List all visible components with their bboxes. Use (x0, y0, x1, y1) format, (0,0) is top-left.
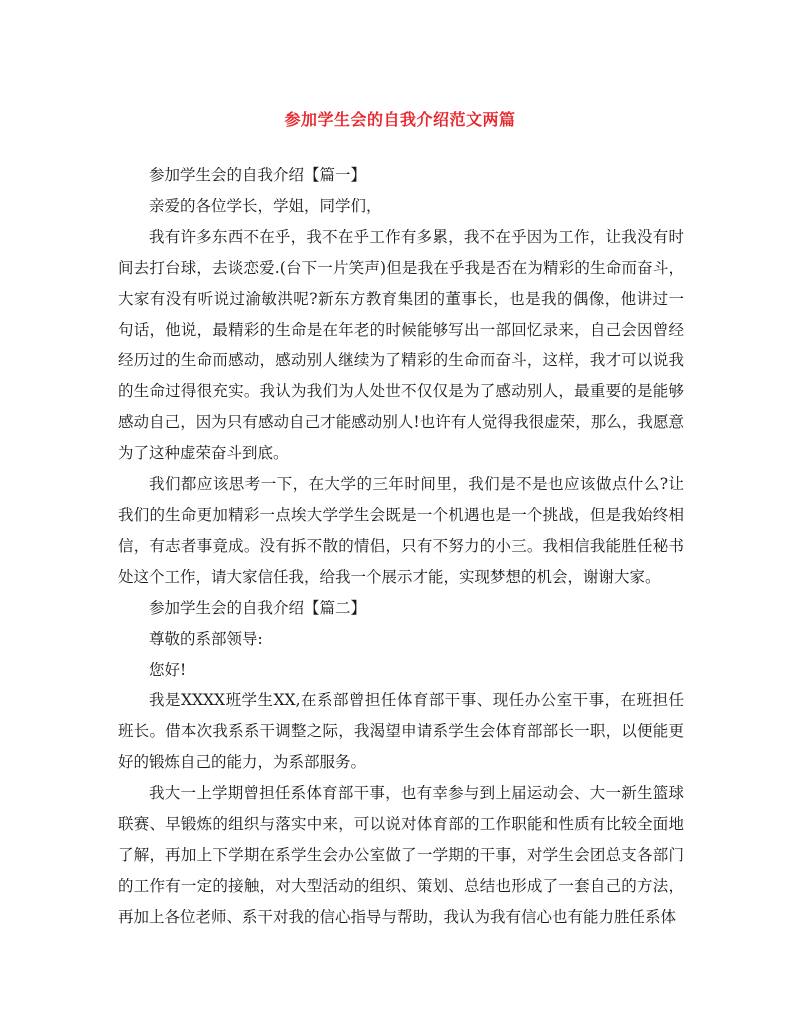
greeting: 您好! (149, 660, 187, 679)
body-paragraph: 我有许多东西不在乎，我不在乎工作有多累，我不在乎因为工作，让我没有时间去打台球，去谈恋爱.(台下一片笑声)但是我在乎我是否在为精彩的生命而奋斗，大家有没有听说过渝敏洪呢?新东方教育集团的董事长，也是我的偶像，他讲过一句话，他说，最精彩的生命是在年老的时候能够写出一部回忆录来，自己会因曾经经历过的生命而感动，感动别人继续为了精彩的生命而奋斗，这样，我才可以说我的生命过得很充实。我认为我们为人处世不仅仅是为了感动别人，最重要的是能够感动自己，因为只有感动自己才能感动别人!也许有人觉得我很虚荣，那么，我愿意为了这种虚荣奋斗到底。 (118, 227, 684, 463)
document-title: 参加学生会的自我介绍范文两篇 (284, 110, 516, 129)
section-heading-1: 参加学生会的自我介绍【篇一】 (149, 166, 367, 184)
body-paragraph: 我大一上学期曾担任系体育部干事，也有幸参与到上届运动会、大一新生篮球联赛、早锻炼的组织与落实中来，可以说对体育部的工作职能和性质有比较全面地了解，再加上下学期在系学生会办公室做了一学期的干事，对学生会团总支各部门的工作有一定的接触，对大型活动的组织、策划、总结也形成了一套自己的方法，再加上各位老师、系干对我的信心指导与帮助，我认为我有信心也有能力胜任系体 (118, 784, 684, 926)
document-body (118, 160, 684, 933)
body-paragraph: 我们都应该思考一下，在大学的三年时间里，我们是不是也应该做点什么?让我们的生命更加精彩一点埃大学学生会既是一个机遇也是一个挑战，但是我始终相信，有志者事竟成。没有拆不散的情侣，只有不努力的小三。我相信我能胜任秘书处这个工作，请大家信任我，给我一个展示才能，实现梦想的机会，谢谢大家。 (118, 475, 684, 586)
body-paragraph: 我是XXXX班学生XX,在系部曾担任体育部干事、现任办公室干事，在班担任班长。借本次我系系干调整之际，我渴望申请系学生会体育部部长一职，以便能更好的锻炼自己的能力，为系部服务。 (118, 691, 684, 772)
salutation-2: 尊敬的系部领导: (149, 629, 263, 648)
salutation-1: 亲爱的各位学长，学姐，同学们， (149, 196, 382, 215)
section-heading-2: 参加学生会的自我介绍【篇二】 (149, 598, 367, 617)
